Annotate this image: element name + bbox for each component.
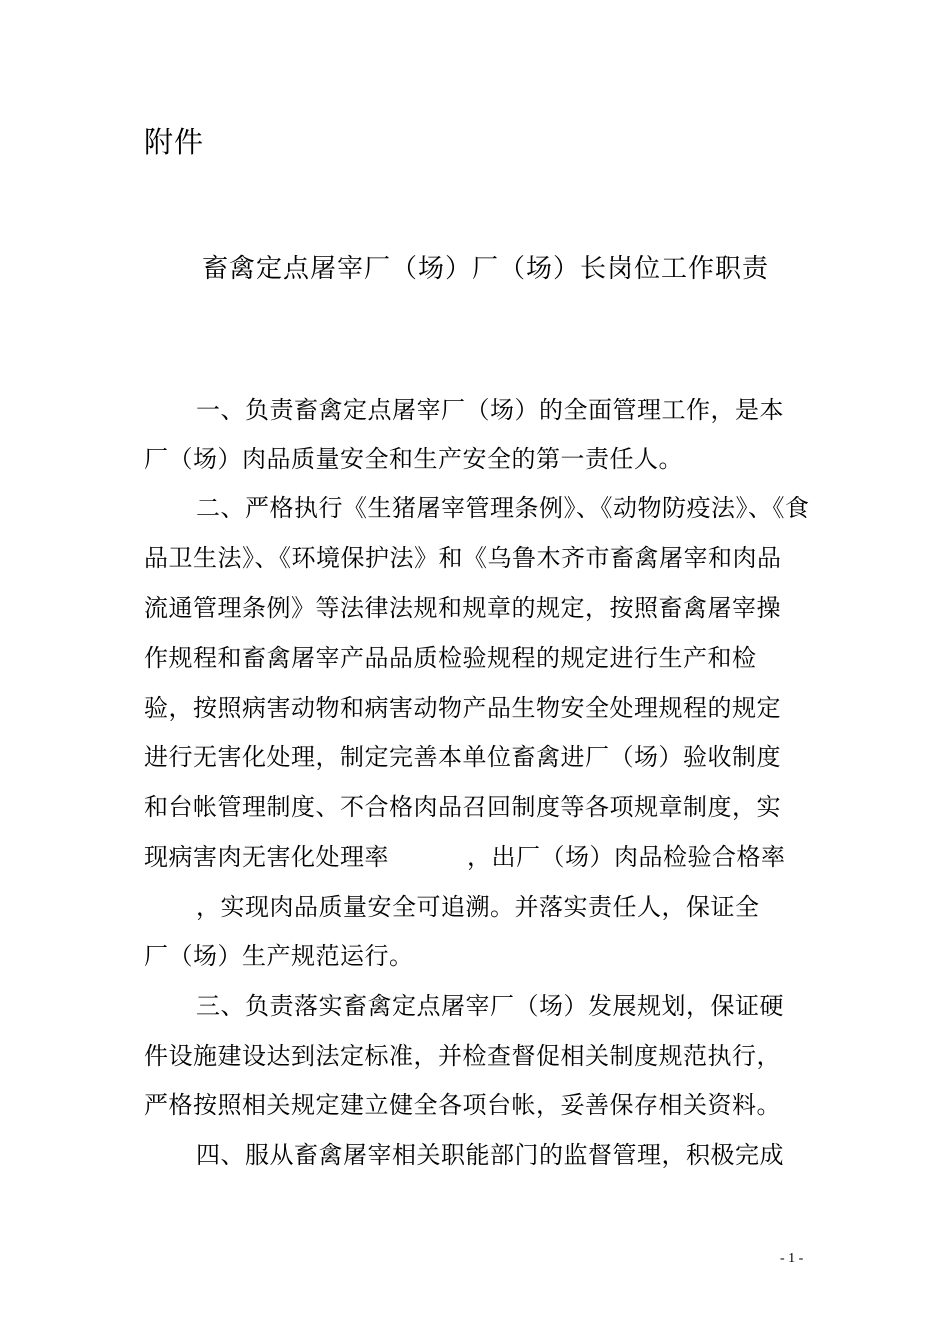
paragraph-2-line-8 (144, 839, 786, 875)
paragraph-2-line-6: 进行无害化处理，制定完善本单位畜禽进厂（场）验收制度 (144, 743, 781, 771)
paragraph-2-line-9: ，实现肉品质量安全可追溯。并落实责任人，保证全 (196, 893, 760, 921)
document-title: 畜禽定点屠宰厂（场）厂（场）长岗位工作职责 (202, 254, 770, 284)
paragraph-2-line-7: 和台帐管理制度、不合格肉品召回制度等各项规章制度，实 (144, 793, 781, 821)
attachment-label: 附件 (144, 125, 205, 159)
paragraph-2-line-10: 厂（场）生产规范运行。 (144, 942, 414, 970)
paragraph-1-line-2: 厂（场）肉品质量安全和生产安全的第一责任人。 (144, 445, 683, 473)
paragraph-2-line-8-part-1: 现病害肉无害化处理率 (144, 843, 389, 871)
paragraph-2-line-3: 流通管理条例》等法律法规和规章的规定，按照畜禽屠宰操 (144, 594, 781, 622)
paragraph-1-line-1: 一、负责畜禽定点屠宰厂（场）的全面管理工作，是本 (196, 396, 784, 424)
paragraph-3-line-2: 件设施建设达到法定标准，并检查督促相关制度规范执行， (144, 1042, 781, 1070)
paragraph-4-line-1: 四、服从畜禽屠宰相关职能部门的监督管理，积极完成 (196, 1141, 784, 1169)
paragraph-3-line-3: 严格按照相关规定建立健全各项台帐，妥善保存相关资料。 (144, 1091, 781, 1119)
paragraph-2-line-2: 品卫生法》、《环境保护法》和《乌鲁木齐市畜禽屠宰和肉品 (144, 544, 782, 572)
page-number: - 1 - (780, 1251, 804, 1266)
paragraph-2-line-1: 二、严格执行《生猪屠宰管理条例》、《动物防疫法》、《食 (196, 494, 810, 522)
paragraph-3-line-1: 三、负责落实畜禽定点屠宰厂（场）发展规划，保证硬 (196, 992, 784, 1020)
paragraph-2-line-4: 作规程和畜禽屠宰产品品质检验规程的规定进行生产和检 (144, 644, 757, 672)
paragraph-2-line-8-part-2: ，出厂（场）肉品检验合格率 (467, 843, 786, 871)
paragraph-2-line-5: 验，按照病害动物和病害动物产品生物安全处理规程的规定 (144, 694, 781, 722)
